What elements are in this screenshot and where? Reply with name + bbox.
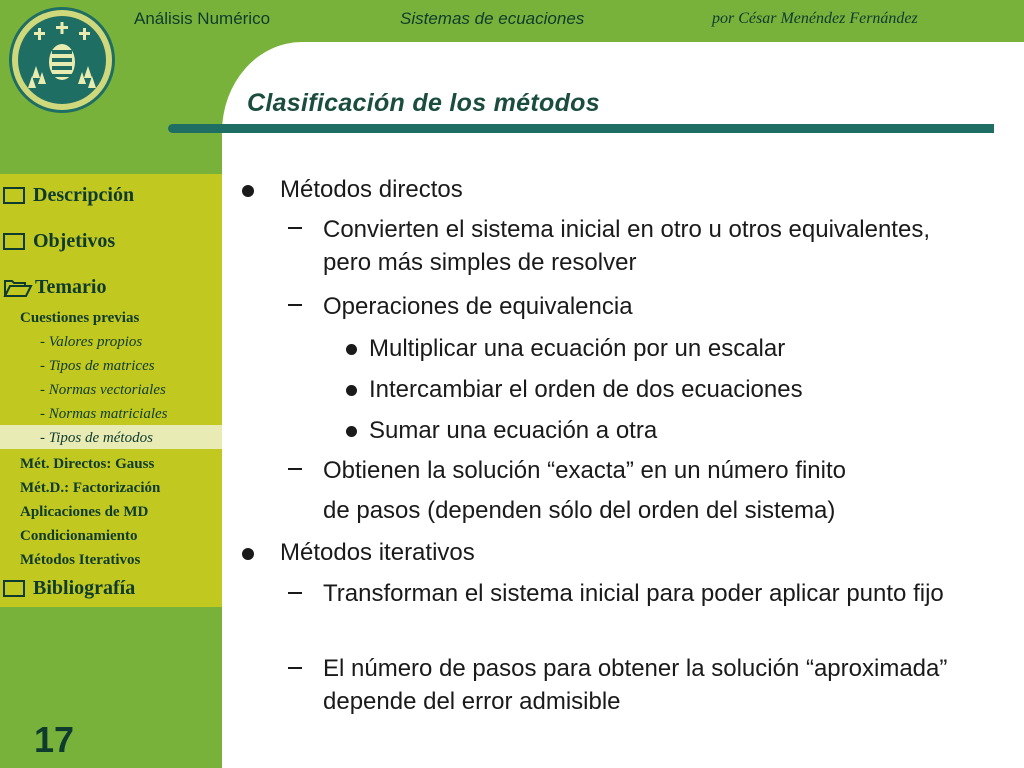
nav-label-descripcion: Descripción (33, 184, 135, 206)
dash-icon (288, 468, 302, 470)
open-folder-icon (3, 278, 33, 298)
nav-sub-item[interactable]: - Valores propios (40, 334, 143, 350)
nav-link-bibliografia[interactable] (3, 577, 135, 600)
checkbox-icon (3, 187, 25, 204)
sub-bullet-text: Operaciones de equivalencia (323, 293, 633, 320)
nav-sub-item-current[interactable]: - Tipos de métodos (40, 430, 153, 446)
checkbox-icon (3, 580, 25, 597)
dash-icon (288, 227, 302, 229)
nav-item[interactable]: Mét.D.: Factorización (20, 480, 161, 496)
bullet-dot-icon (346, 385, 357, 396)
sub-bullet-text: Transforman el sistema inicial para poder aplicar punto fijo (323, 580, 944, 607)
nav-cuestiones-previas[interactable]: Cuestiones previas (20, 310, 140, 326)
nav-label-temario: Temario (35, 276, 107, 298)
nav-item[interactable]: Aplicaciones de MD (20, 504, 149, 520)
header-course: Análisis Numérico (134, 9, 271, 28)
sub-bullet-text: El número de pasos para obtener la solución “aproximada” depende del error admisible (323, 655, 948, 715)
university-logo (8, 6, 116, 114)
nav-label-objetivos: Objetivos (33, 230, 116, 252)
nav-item[interactable]: Métodos Iterativos (20, 552, 141, 568)
dash-icon (288, 592, 302, 594)
bullet-dot-icon (242, 185, 254, 197)
sub-bullet-text: Obtienen la solución “exacta” en un número finito (323, 457, 846, 484)
nav-link-temario[interactable] (3, 276, 106, 299)
bullet-dot-icon (346, 344, 357, 355)
nav-item[interactable]: Mét. Directos: Gauss (20, 456, 155, 472)
nav-label-bibliografia: Bibliografía (33, 577, 136, 599)
page-number: 17 (34, 719, 75, 760)
sub-bullet-text: de pasos (dependen sólo del orden del sistema) (323, 497, 836, 524)
sub-bullet-text: Convierten el sistema inicial en otro u otros equivalentes, pero más simples de resolver (323, 216, 930, 276)
nav-sub-item[interactable]: - Tipos de matrices (40, 358, 155, 374)
dash-icon (288, 667, 302, 669)
sub-sub-bullet-text: Intercambiar el orden de dos ecuaciones (369, 376, 803, 403)
header-author: por César Menéndez Fernández (712, 10, 918, 27)
nav-item[interactable]: Condicionamiento (20, 528, 138, 544)
bullet-text: Métodos iterativos (280, 539, 475, 566)
nav-link-descripcion[interactable] (3, 184, 134, 207)
nav-sub-item[interactable]: - Normas vectoriales (40, 382, 166, 398)
bullet-dot-icon (242, 548, 254, 560)
slide-title: Clasificación de los métodos (247, 89, 600, 117)
bullet-text: Métodos directos (280, 176, 463, 203)
title-underline (168, 124, 994, 133)
nav-link-objetivos[interactable] (3, 230, 115, 253)
nav-sub-item[interactable]: - Normas matriciales (40, 406, 168, 422)
bullet-dot-icon (346, 426, 357, 437)
sub-sub-bullet-text: Multiplicar una ecuación por un escalar (369, 335, 786, 362)
dash-icon (288, 304, 302, 306)
header-topic: Sistemas de ecuaciones (400, 9, 585, 28)
sub-sub-bullet-text: Sumar una ecuación a otra (369, 417, 658, 444)
checkbox-icon (3, 233, 25, 250)
